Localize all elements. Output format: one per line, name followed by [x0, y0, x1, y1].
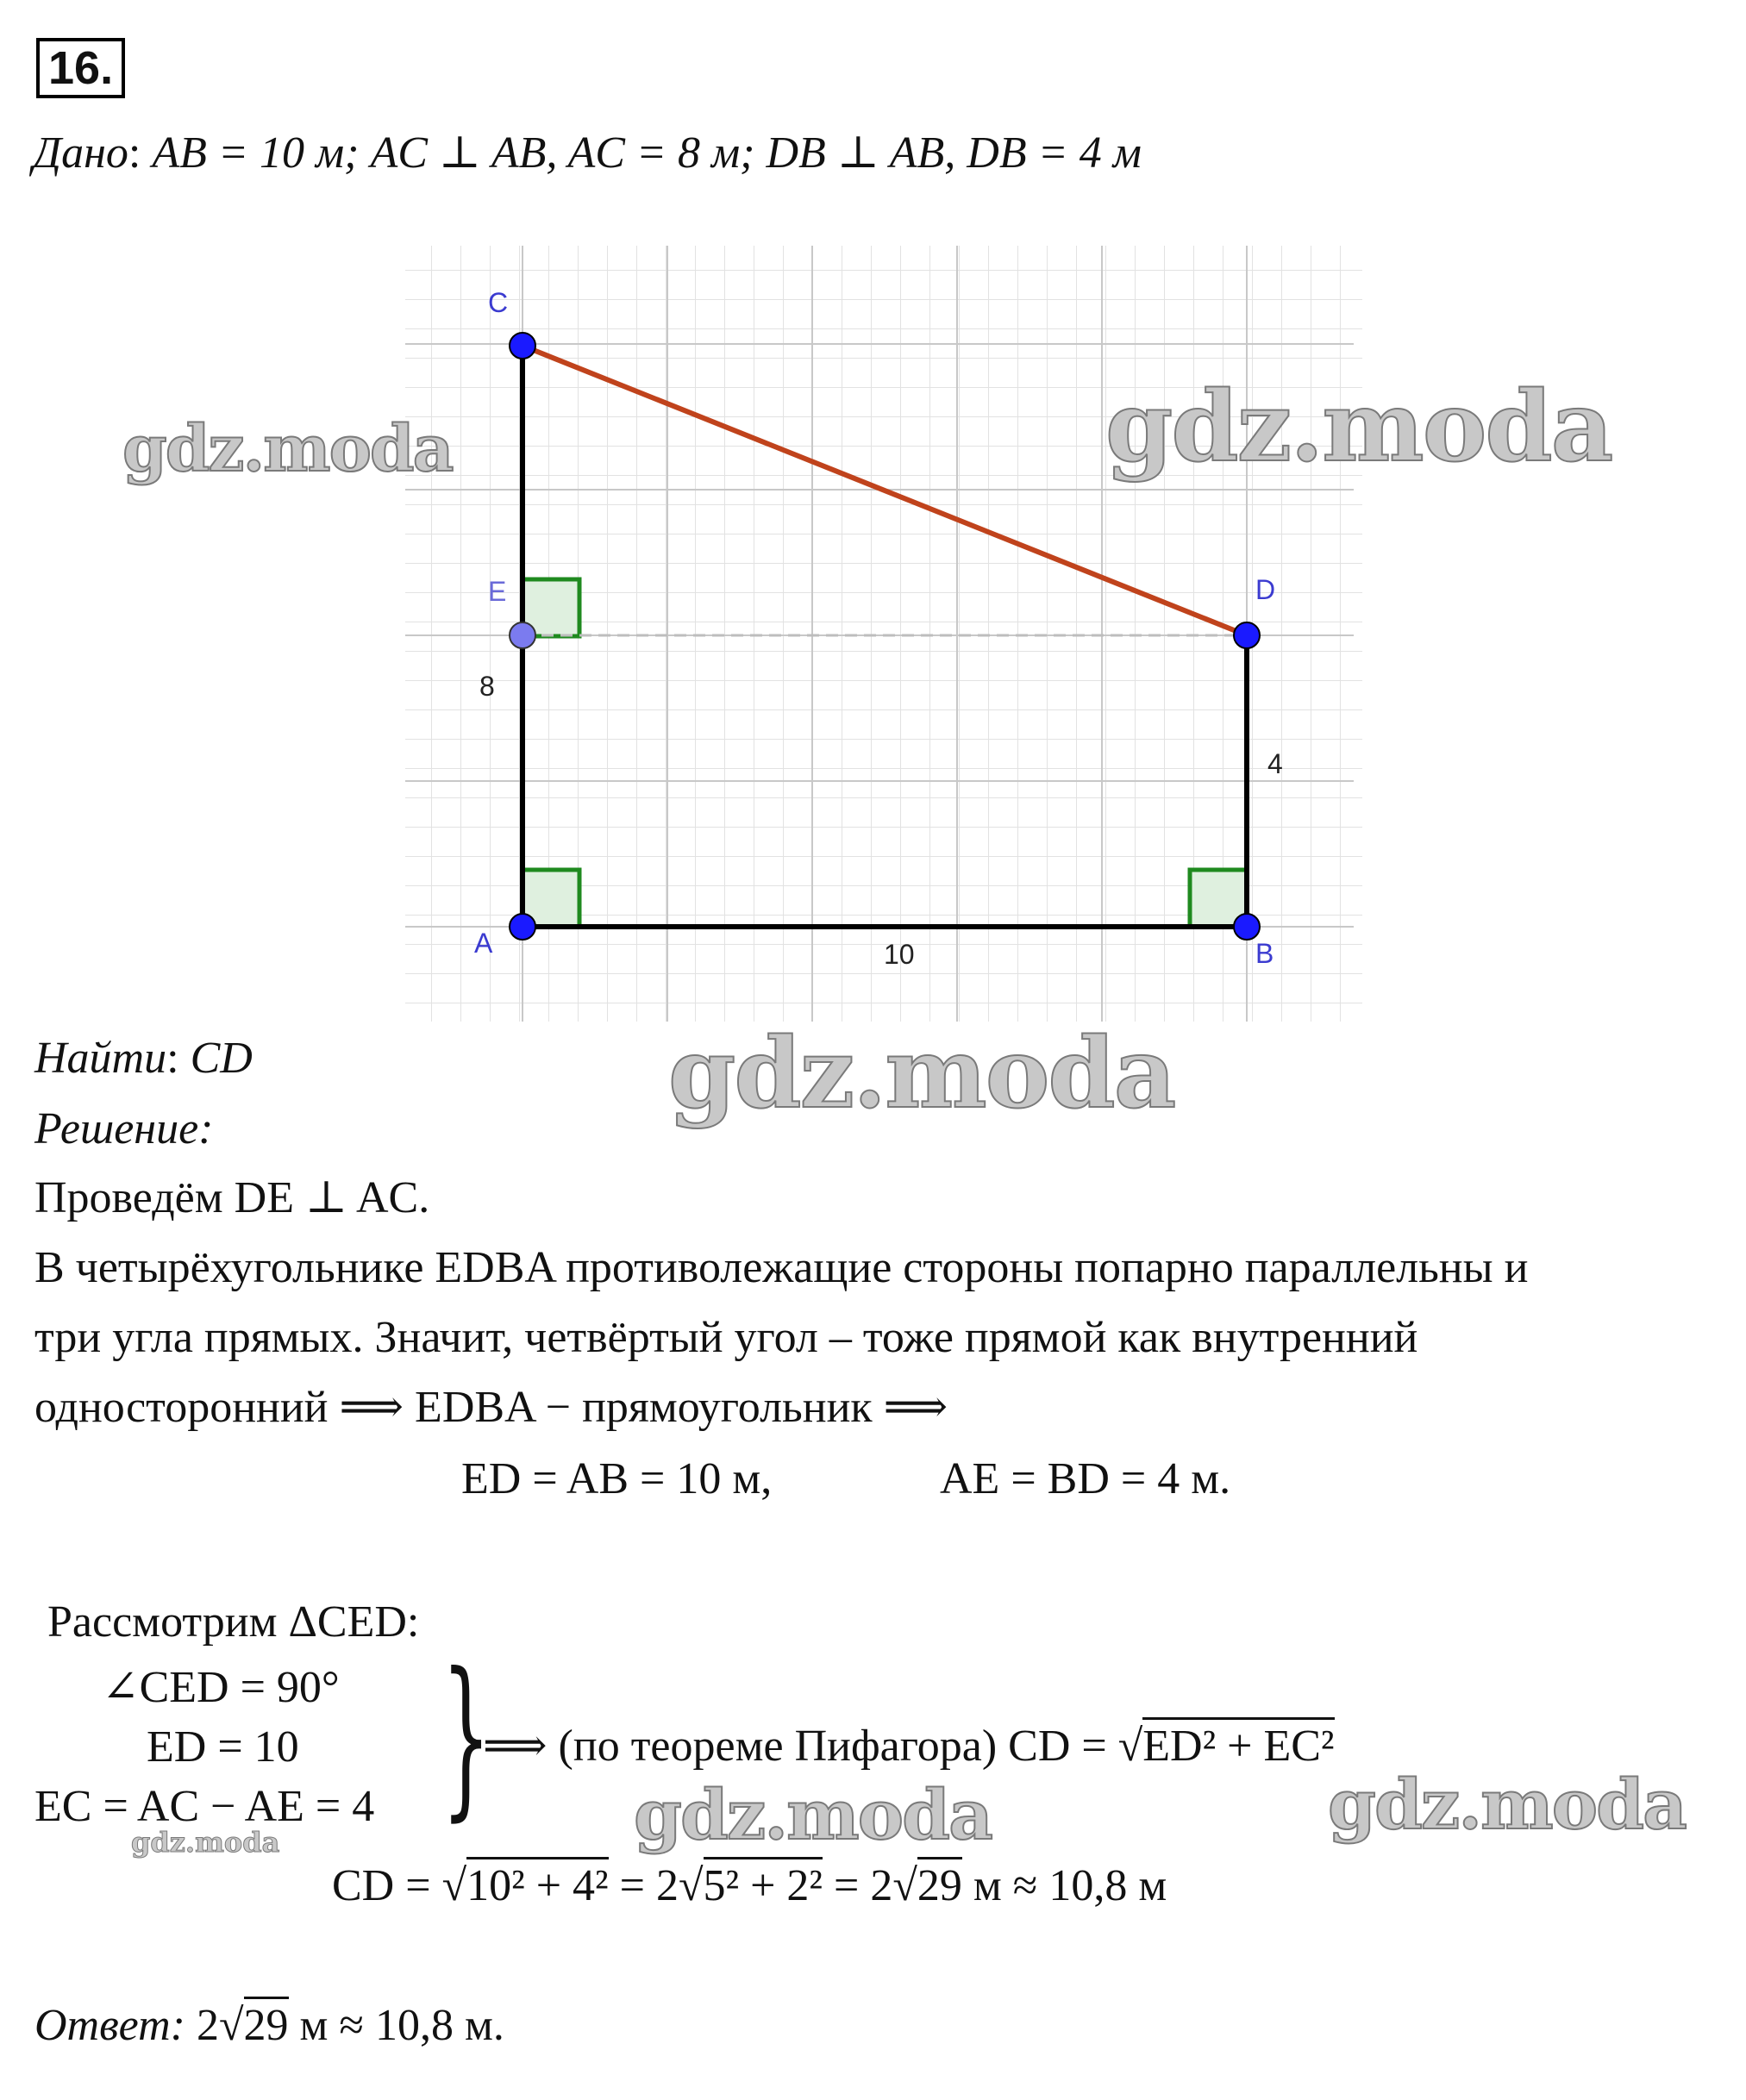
- label-a: A: [474, 928, 493, 959]
- find-label: Найти: [34, 1034, 167, 1083]
- calc-radicand-1: 10² + 4²: [466, 1857, 609, 1910]
- solution-line-3: три угла прямых. Значит, четвёртый угол – тоже прямой как внутренний: [34, 1313, 1418, 1362]
- solution-line-5b: AE = BD = 4 м.: [940, 1454, 1231, 1503]
- label-d: D: [1255, 574, 1276, 605]
- watermark: gdz.moda: [131, 1826, 280, 1859]
- condition-2: ED = 10: [147, 1722, 299, 1772]
- conclusion-radicand: ED² + EC²: [1142, 1717, 1334, 1771]
- side-label-ac: 8: [479, 671, 495, 702]
- given-label: Дано: [33, 128, 128, 178]
- side-label-bd: 4: [1267, 748, 1283, 779]
- point-e: [510, 622, 535, 648]
- right-brace: }: [441, 1636, 491, 1837]
- geometry-figure: [397, 246, 1371, 1026]
- calc-tail: м ≈ 10,8 м: [961, 1861, 1167, 1910]
- calc-radicand-2: 5² + 2²: [704, 1857, 823, 1910]
- solution-line-1: Проведём DE ⊥ AC.: [34, 1173, 430, 1222]
- answer-label: Ответ:: [34, 2001, 185, 2050]
- solution-line-4: односторонний ⟹ EDBA − прямоугольник ⟹: [34, 1383, 948, 1432]
- find-value: CD: [190, 1034, 253, 1083]
- calc-start: CD = √: [332, 1861, 467, 1910]
- solution-line-2: В четырёхугольнике EDBA противолежащие стороны попарно параллельны и: [34, 1243, 1529, 1292]
- condition-3: EC = AC − AE = 4: [34, 1782, 375, 1831]
- answer-radicand: 29: [244, 1997, 289, 2050]
- point-d: [1234, 622, 1260, 648]
- watermark: gdz.moda: [1105, 371, 1612, 484]
- calc-end: = 2√: [834, 1861, 917, 1910]
- watermark: gdz.moda: [1328, 1764, 1686, 1845]
- label-b: B: [1255, 938, 1274, 969]
- condition-1: ∠CED = 90°: [102, 1663, 340, 1712]
- point-b: [1234, 914, 1260, 940]
- point-c: [510, 333, 535, 359]
- label-c: C: [488, 287, 509, 318]
- side-label-ab: 10: [884, 939, 915, 970]
- problem-number: 16.: [36, 38, 125, 98]
- solution-label: Решение:: [34, 1104, 214, 1153]
- given-line: Дано: AB = 10 м; AC ⊥ AB, AC = 8 м; DB ⊥ AB, DB = 4 м: [33, 128, 1142, 178]
- given-text: AB = 10 м; AC ⊥ AB, AC = 8 м; DB ⊥ AB, DB = 4 м: [152, 128, 1142, 178]
- watermark: gdz.moda: [122, 412, 453, 486]
- find-line: Найти: CD: [34, 1034, 253, 1083]
- answer-line: [34, 2000, 504, 2052]
- conclusion-prefix: ⟹ (по теореме Пифагора) CD = √: [483, 1722, 1143, 1771]
- calc-mid: = 2√: [619, 1861, 704, 1910]
- label-e: E: [488, 576, 507, 607]
- calculation-line: [332, 1860, 1167, 1912]
- consider-intro: Рассмотрим ΔCED:: [47, 1597, 420, 1647]
- solution-line-5a: ED = AB = 10 м,: [461, 1454, 773, 1503]
- point-a: [510, 914, 535, 940]
- watermark: gdz.moda: [634, 1774, 992, 1855]
- calc-radicand-3: 29: [917, 1857, 962, 1910]
- answer-tail: м ≈ 10,8 м.: [288, 2001, 504, 2050]
- watermark: gdz.moda: [668, 1017, 1175, 1130]
- pythagoras-conclusion: [483, 1721, 1335, 1772]
- answer-prefix: 2√: [196, 2001, 244, 2050]
